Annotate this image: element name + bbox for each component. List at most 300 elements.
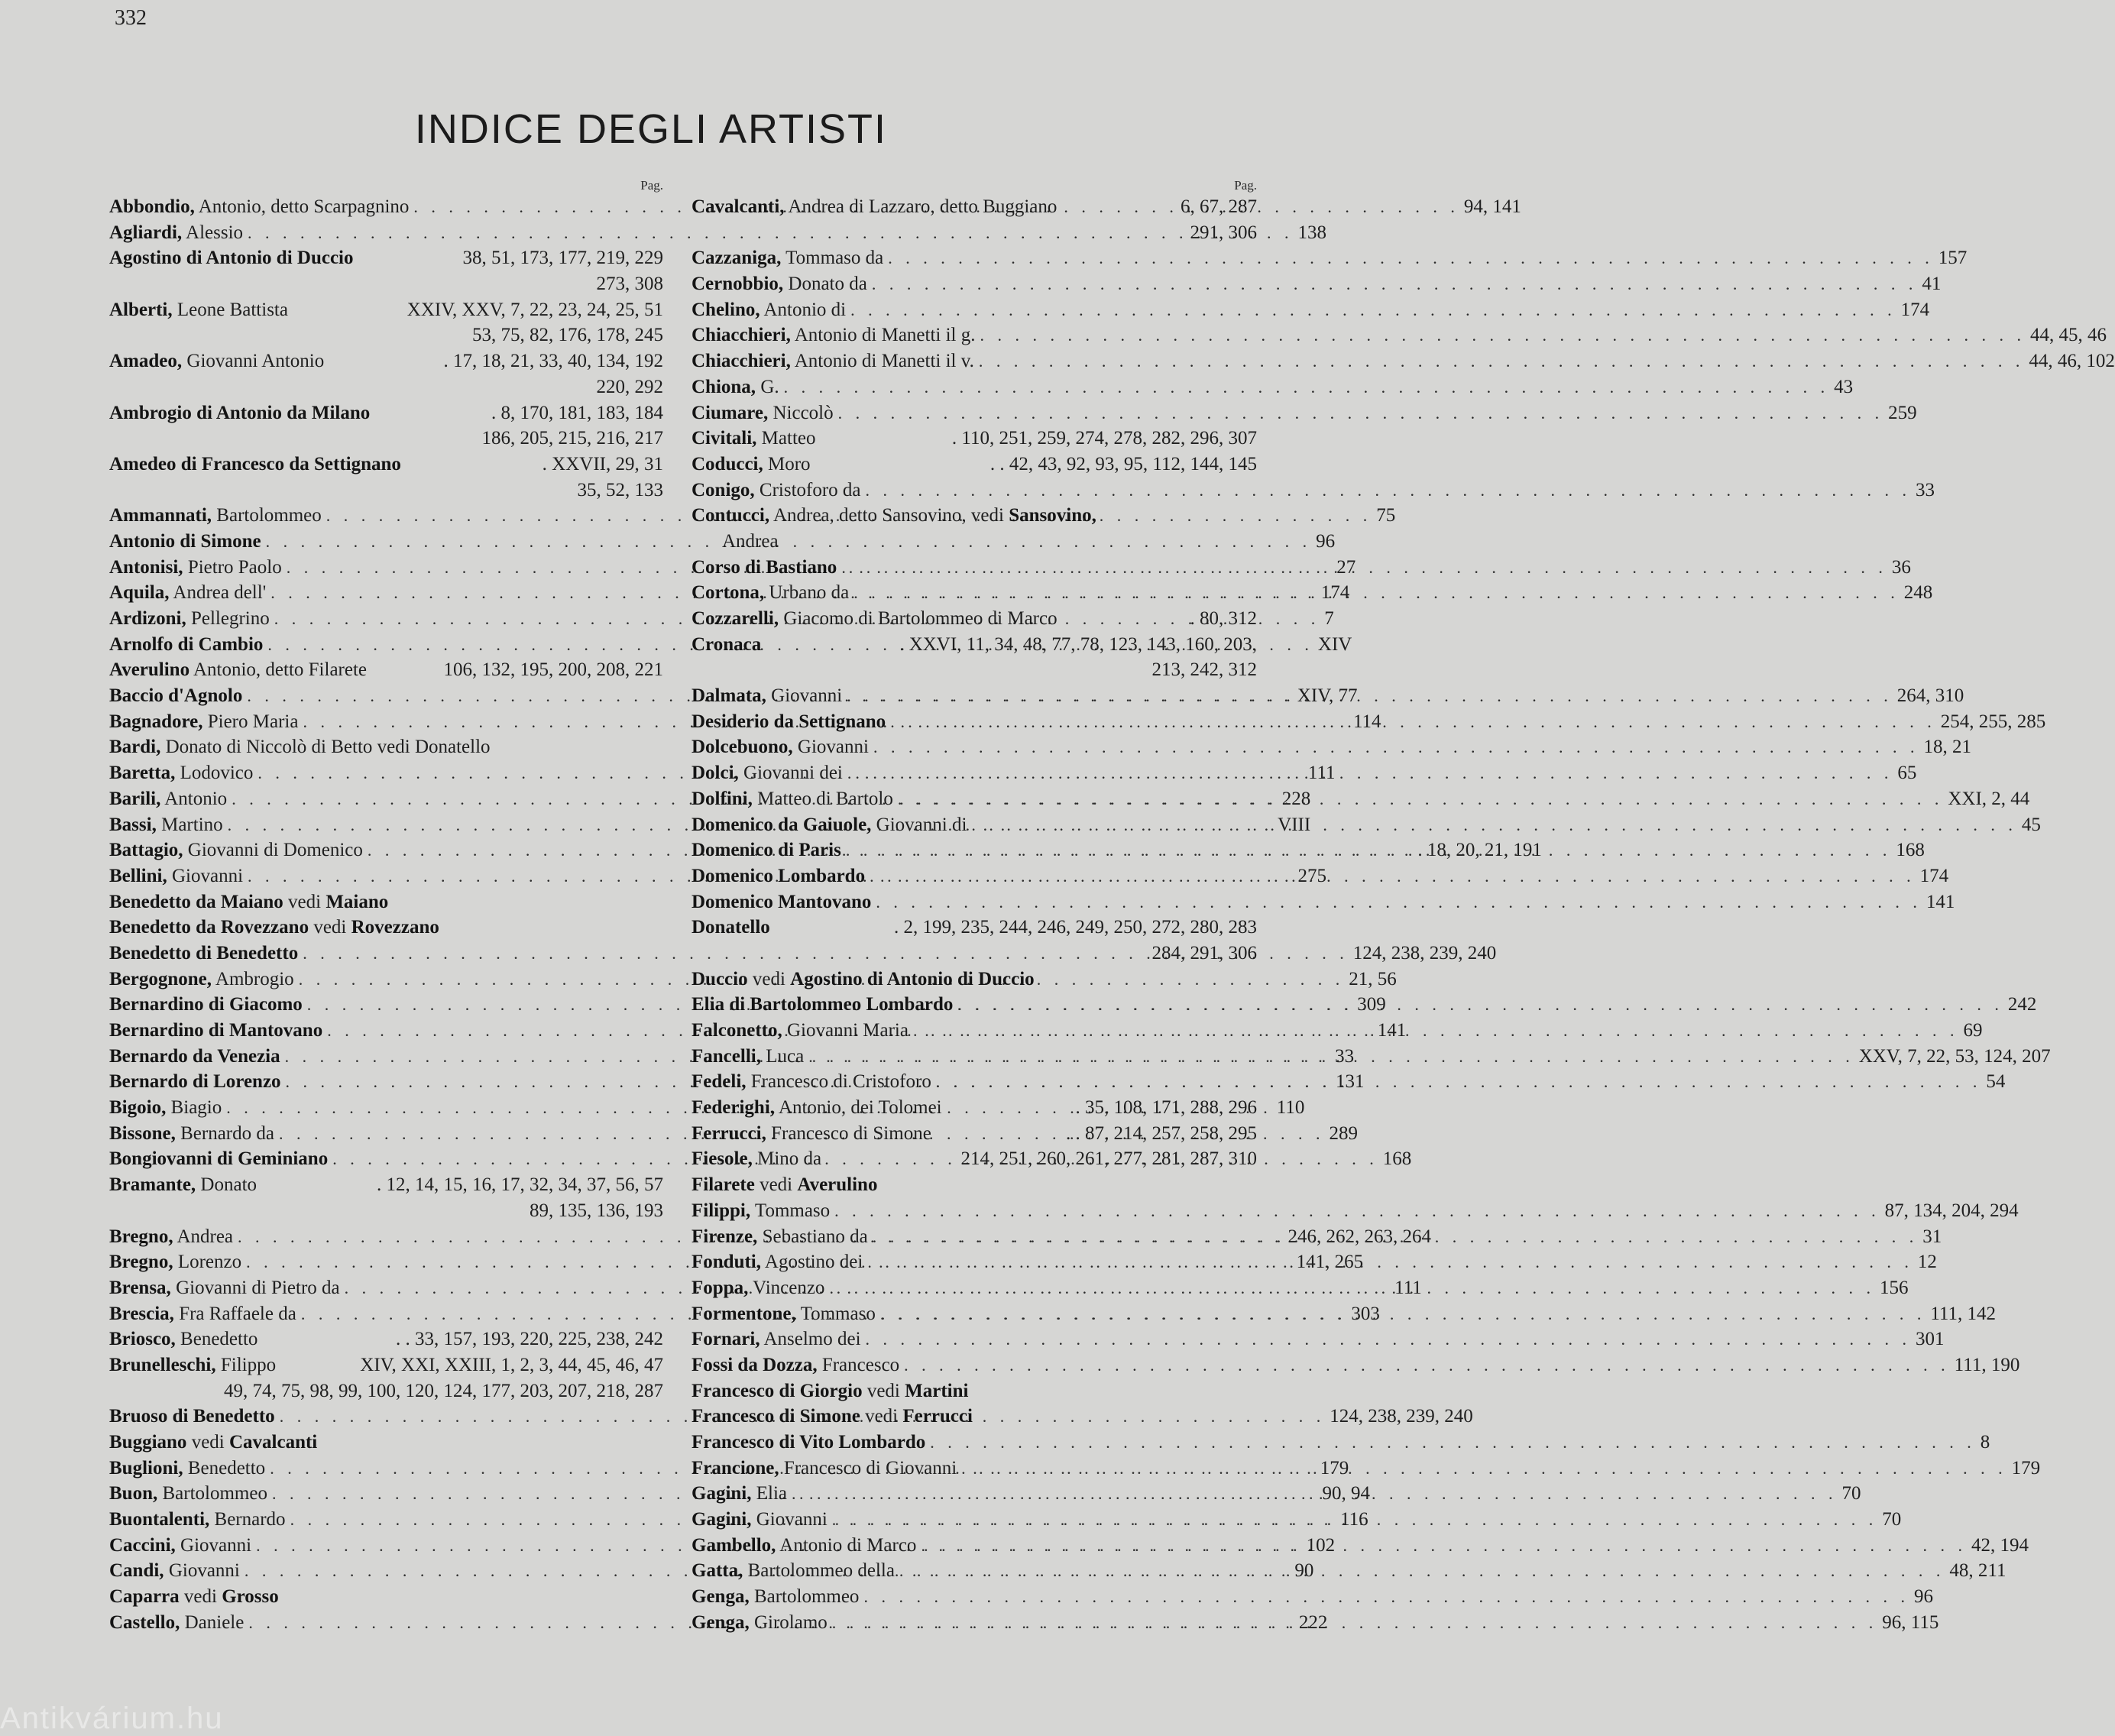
page-refs: 106, 132, 195, 200, 208, 221	[443, 659, 663, 681]
page-refs: 75	[1376, 505, 1396, 526]
artist-name: Bernardo da Venezia	[109, 1045, 280, 1067]
leader-dots	[880, 1301, 1926, 1327]
page-refs: XIV	[1317, 633, 1352, 655]
index-entry	[109, 1326, 663, 1352]
artist-name: Bruoso di Benedetto	[109, 1406, 275, 1427]
index-entry	[692, 271, 1942, 297]
artist-name: Foppa,	[692, 1277, 749, 1298]
page-refs: 114	[1352, 711, 1381, 732]
leader-dots	[866, 478, 1912, 504]
page-refs: 48, 211	[1949, 1560, 2006, 1582]
index-entry	[692, 606, 1257, 632]
index-entry	[692, 1326, 1945, 1352]
artist-name: Ammannati,	[109, 505, 212, 526]
artist-name: Domenico da Gaiuole,	[692, 814, 872, 835]
artist-detail: Ambrogio	[212, 968, 294, 989]
artist-name: Antonio di Simone	[109, 530, 261, 552]
page-refs: XIV, 77	[1297, 685, 1358, 707]
page-refs: . . 87, 214, 257, 258, 295	[1066, 1122, 1257, 1144]
page-refs: . 80, 312	[1190, 608, 1257, 629]
page-refs: 124, 238, 239, 240	[1330, 1406, 1473, 1427]
artist-detail: Giovanni	[164, 1560, 240, 1582]
leader-dots	[866, 1326, 1912, 1352]
artist-name: Fornari,	[692, 1329, 760, 1350]
page-refs: 222	[1298, 1611, 1328, 1633]
leader-dots	[847, 683, 1893, 709]
index-entry	[692, 426, 1257, 452]
index-entry	[692, 1430, 1990, 1456]
artist-name: Baretta,	[109, 763, 176, 784]
artist-name: Antonisi,	[109, 556, 183, 578]
page-refs: 31	[1922, 1226, 1942, 1247]
page-refs: 70	[1841, 1483, 1861, 1504]
page-refs: 242	[2007, 994, 2037, 1015]
leader-dots	[834, 1198, 1880, 1224]
leader-dots	[808, 1044, 1854, 1070]
index-entry	[692, 1172, 1257, 1198]
leader-dots	[957, 992, 2003, 1018]
index-entry	[692, 1146, 1257, 1172]
page-refs: 179	[2011, 1457, 2041, 1479]
artist-name: Fedeli,	[692, 1071, 747, 1093]
page-refs: 309	[1357, 994, 1386, 1015]
artist-name: Francesco di Simone	[692, 1406, 860, 1427]
artist-name: Duccio	[692, 968, 748, 989]
artist-name: Chelino,	[692, 299, 760, 320]
artist-name: Ciumare,	[692, 402, 769, 423]
artist-name: Donatello	[692, 917, 770, 938]
artist-name: Bregno,	[109, 1226, 173, 1247]
artist-name: Fancelli,	[692, 1045, 761, 1067]
artist-name: Coducci,	[692, 453, 763, 474]
artist-name: Bernardo di Lorenzo	[109, 1071, 281, 1093]
artist-detail: Agostino dei	[761, 1252, 863, 1273]
artist-detail: vedi	[862, 1380, 905, 1401]
page-refs: 174	[1320, 582, 1350, 604]
artist-name: Bernardino di Mantovano	[109, 1020, 323, 1041]
artist-name: Francesco di Giorgio	[692, 1380, 863, 1401]
artist-detail: Francesco	[817, 1354, 900, 1375]
artist-detail: Bartolommeo	[157, 1483, 267, 1504]
index-entry	[109, 1430, 663, 1456]
artist-detail: Matteo	[756, 428, 816, 449]
cross-reference: Grosso	[222, 1586, 279, 1608]
artist-name: Chiacchieri,	[692, 351, 791, 372]
artist-name: Bramante,	[109, 1174, 196, 1196]
page-refs: 157	[1938, 248, 1968, 269]
artist-name: Domenico Mantovano	[692, 891, 872, 912]
page-refs: 168	[1896, 840, 1925, 861]
page-refs-continued: 89, 135, 136, 193	[530, 1200, 663, 1221]
artist-name: Caparra	[109, 1586, 180, 1608]
leader-dots	[921, 1533, 1967, 1559]
page-refs: XXI, 2, 44	[1948, 788, 2030, 809]
artist-name: Gambello,	[692, 1534, 776, 1556]
page-refs: . . 33, 157, 193, 220, 225, 238, 242	[396, 1329, 663, 1350]
page-refs: . 2, 199, 235, 244, 246, 249, 250, 272, 280, 283	[894, 917, 1257, 938]
index-entry	[692, 1584, 1933, 1610]
artist-name: Buggiano	[109, 1432, 187, 1453]
artist-name: Aquila,	[109, 582, 170, 604]
artist-detail: Andrea di Lazzaro, detto Buggiano	[784, 196, 1058, 217]
page-refs-continued: 53, 75, 82, 176, 178, 245	[472, 325, 663, 346]
page-refs: . 8, 170, 181, 183, 184	[491, 402, 663, 423]
artist-name: Buontalenti,	[109, 1509, 210, 1530]
cross-reference: Martini	[905, 1380, 969, 1401]
artist-name: Bigoio,	[109, 1097, 167, 1119]
page-refs: 7	[1324, 608, 1334, 629]
artist-name: Genga,	[692, 1586, 750, 1608]
artist-detail: Matteo di Bartolo	[752, 788, 893, 809]
artist-name: Desiderio da Settignano	[692, 711, 886, 732]
artist-name: Fossi da Dozza,	[692, 1354, 818, 1375]
artist-detail: Francesco di Cristoforo	[746, 1071, 931, 1093]
artist-name: Cernobbio,	[692, 274, 784, 295]
entry-continuation: Andrea	[722, 530, 779, 552]
artist-name: Francesco di Vito Lombardo	[692, 1432, 926, 1453]
artist-name: Cozzarelli,	[692, 608, 779, 629]
artist-detail: Bartolommeo	[749, 1586, 860, 1608]
index-entry	[109, 348, 663, 400]
page-refs: XXIV, XXV, 7, 22, 23, 24, 25, 51	[406, 299, 663, 320]
leader-dots	[890, 709, 1936, 735]
artist-detail: vedi	[747, 968, 791, 989]
artist-detail: Anselmo dei	[760, 1329, 861, 1350]
page-refs: XXV, 7, 22, 53, 124, 207	[1858, 1045, 2051, 1067]
leader-dots	[904, 1352, 1950, 1378]
index-entry	[692, 1352, 2020, 1378]
artist-name: Bagnadore,	[109, 711, 203, 732]
page-refs: 96	[1316, 530, 1336, 552]
artist-detail: Donato da	[783, 274, 867, 295]
page-refs: 87, 134, 204, 294	[1884, 1200, 2019, 1221]
page-refs: 43	[1834, 376, 1854, 397]
artist-detail: Francesco di Simone	[766, 1122, 931, 1144]
pag-label: Pag.	[640, 178, 663, 193]
leader-dots	[867, 1249, 1913, 1275]
index-entry	[692, 452, 1257, 478]
artist-detail: Elia	[751, 1483, 788, 1504]
page-refs-continued: 291, 306	[1190, 222, 1257, 243]
page-refs: XIV, XXI, XXIII, 1, 2, 3, 44, 45, 46, 47	[360, 1354, 663, 1375]
artist-name: Federighi,	[692, 1097, 776, 1119]
index-entry	[692, 478, 1935, 504]
artist-detail: Lorenzo	[173, 1252, 242, 1273]
page-refs-continued: 284, 291, 306	[1151, 942, 1257, 964]
artist-detail: Niccolò	[768, 402, 834, 423]
leader-dots	[832, 1507, 1878, 1533]
artist-name: Brensa,	[109, 1277, 171, 1298]
artist-name: Conigo,	[692, 479, 755, 500]
page-refs: 45	[2021, 814, 2041, 835]
leader-dots	[936, 1069, 1982, 1095]
artist-detail: Giovanni	[175, 1534, 252, 1556]
artist-detail: Bartolommeo della	[743, 1560, 895, 1582]
page-refs: 18, 21	[1923, 737, 1971, 758]
page-refs: 44, 46, 102	[2029, 351, 2115, 372]
cross-reference: Cavalcanti	[228, 1432, 318, 1453]
artist-detail: Cristoforo da	[754, 479, 861, 500]
page-refs: 301	[1916, 1329, 1945, 1350]
page-refs: 8	[1980, 1432, 1990, 1453]
artist-detail: Benedetto	[183, 1457, 266, 1479]
artist-name: Battagio,	[109, 840, 183, 861]
index-entry	[109, 452, 663, 503]
page-refs: 65	[1897, 763, 1917, 784]
artist-detail: vedi	[283, 891, 326, 912]
artist-name: Elia di Bartolommeo Lombardo	[692, 994, 954, 1015]
artist-name: Formentone,	[692, 1303, 796, 1324]
leader-dots	[870, 863, 1916, 889]
artist-detail: Alessio	[182, 222, 244, 243]
artist-detail: Bernardo	[209, 1509, 286, 1530]
artist-name: Ferrucci,	[692, 1122, 766, 1144]
artist-detail: Antonio, detto Scarpagnino	[194, 196, 410, 217]
page-refs: 174	[1919, 865, 1949, 886]
page-refs: 44, 45, 46	[2030, 325, 2107, 346]
page-refs: 33	[1335, 1045, 1355, 1067]
artist-name: Brunelleschi,	[109, 1354, 216, 1375]
artist-detail: Mino da	[752, 1148, 822, 1170]
page-refs: 254, 255, 285	[1940, 711, 2046, 732]
page-refs: 275	[1297, 865, 1327, 886]
artist-detail: Urbano da	[764, 582, 850, 604]
leader-dots	[832, 1610, 1878, 1636]
page-refs: 141	[1926, 891, 1955, 912]
cross-reference: Maiano	[326, 891, 389, 912]
cross-reference: Rovezzano	[351, 917, 439, 938]
page-refs: 138	[1297, 222, 1327, 243]
artist-name: Genga,	[692, 1611, 750, 1633]
artist-name: Dolci,	[692, 763, 739, 784]
artist-detail: Giovanni Maria	[782, 1020, 909, 1041]
page-refs: 42, 194	[1971, 1534, 2029, 1556]
artist-detail: Vincenzo	[748, 1277, 825, 1298]
page-refs: 41	[1922, 274, 1942, 295]
artist-detail: Giovanni Antonio	[182, 351, 325, 372]
index-entry	[692, 915, 1257, 966]
leader-dots	[872, 271, 1918, 297]
artist-detail: Antonio di	[760, 299, 847, 320]
leader-dots	[792, 1481, 1838, 1507]
artist-detail: G.	[756, 376, 779, 397]
page-refs: . 18, 20, 21, 191	[1417, 840, 1542, 861]
page-refs: 174	[1900, 299, 1930, 320]
artist-detail: Pellegrino	[186, 608, 270, 629]
leader-dots	[899, 1558, 1945, 1584]
page-refs: 70	[1882, 1509, 1902, 1530]
artist-name: Amadeo,	[109, 351, 183, 372]
page-refs: . . 42, 43, 92, 93, 95, 112, 144, 145	[989, 453, 1257, 474]
artist-detail: Antonio	[160, 788, 228, 809]
leader-dots	[873, 734, 1919, 760]
page-refs-continued: 186, 205, 215, 216, 217	[481, 428, 663, 449]
index-entry	[692, 632, 1257, 683]
artist-detail: Bartolommeo	[212, 505, 322, 526]
artist-detail: Giacomo di Bartolommeo di Marco	[779, 608, 1058, 629]
artist-name: Fonduti,	[692, 1252, 762, 1273]
page-refs: 96	[1913, 1586, 1933, 1608]
artist-detail: Sebastiano da	[757, 1226, 868, 1247]
pag-label: Pag.	[1234, 178, 1257, 193]
page-refs: VIII	[1278, 814, 1311, 835]
index-entry	[109, 1584, 663, 1610]
artist-detail: vedi	[179, 1586, 222, 1608]
artist-detail: Andrea, detto Sansovino, vedi	[769, 505, 1009, 526]
artist-name: Domenico di Paris	[692, 840, 841, 861]
leader-dots	[930, 1430, 1976, 1456]
artist-detail: Tommaso da	[781, 248, 884, 269]
artist-detail: Giovanni di Pietro da	[170, 1277, 340, 1298]
page-refs: 21, 56	[1349, 968, 1397, 989]
page-refs-continued: 35, 52, 133	[577, 479, 663, 500]
page-refs: 90, 94	[1322, 1483, 1370, 1504]
page-refs: . 17, 18, 21, 33, 40, 134, 192	[443, 351, 663, 372]
artist-name: Bissone,	[109, 1122, 176, 1144]
leader-dots	[898, 786, 1944, 812]
leader-dots	[888, 245, 1934, 271]
artist-name: Falconetto,	[692, 1020, 782, 1041]
index-entry	[692, 400, 1917, 426]
page-title: INDICE DEGLI ARTISTI	[414, 106, 888, 152]
artist-detail: Piero Maria	[202, 711, 299, 732]
artist-name: Cronaca	[692, 633, 762, 655]
page-refs: 54	[1986, 1071, 2006, 1093]
artist-name: Averulino	[109, 659, 190, 681]
leader-dots	[873, 1224, 1919, 1250]
artist-name: Brescia,	[109, 1303, 174, 1324]
artist-name: Gagini,	[692, 1509, 752, 1530]
page-refs: 111	[1394, 1277, 1422, 1298]
artist-detail: vedi	[186, 1432, 229, 1453]
cross-reference: Ferrucci	[902, 1406, 973, 1427]
index-entry	[692, 1095, 1257, 1121]
artist-name: Cazzaniga,	[692, 248, 782, 269]
artist-detail: Giovanni	[792, 737, 869, 758]
artist-name: Barili,	[109, 788, 161, 809]
page-refs: . XXVII, 29, 31	[542, 453, 663, 474]
index-entry	[692, 1404, 1257, 1430]
page-refs: 96, 115	[1882, 1611, 1939, 1633]
index-entry	[692, 374, 1854, 400]
artist-name: Arnolfo di Cambio	[109, 633, 264, 655]
index-entry	[109, 1352, 663, 1404]
leader-dots	[913, 1018, 1959, 1044]
index-entry	[109, 657, 663, 683]
leader-dots	[846, 837, 1892, 863]
artist-detail: Giovanni dei	[738, 763, 843, 784]
artist-name: Dolfini,	[692, 788, 753, 809]
artist-name: Corso di Bastiano	[692, 556, 837, 578]
page-refs: 303	[1351, 1303, 1380, 1324]
artist-name: Dolcebuono,	[692, 737, 793, 758]
leader-dots	[838, 400, 1884, 426]
artist-name: Francione,	[692, 1457, 779, 1479]
page-refs: 6, 67, 287	[1181, 196, 1257, 217]
artist-name: Buon,	[109, 1483, 158, 1504]
index-entry	[109, 297, 663, 348]
artist-name: Baccio d'Agnolo	[109, 685, 243, 707]
leader-dots	[841, 555, 1887, 581]
artist-name: Bernardino di Giacomo	[109, 994, 303, 1015]
artist-detail: vedi	[860, 1406, 903, 1427]
index-entry	[692, 503, 1257, 554]
cross-reference: Averulino	[797, 1174, 878, 1196]
watermark: Antikvárium.hu	[0, 1702, 224, 1735]
artist-name: Amedeo di Francesco da Settignano	[109, 453, 401, 474]
page-refs: 248	[1903, 582, 1933, 604]
leader-dots	[847, 760, 1893, 786]
page-refs: 141	[1377, 1020, 1407, 1041]
artist-detail: Giovanni di	[871, 814, 967, 835]
artist-detail: vedi	[754, 1174, 798, 1196]
page-refs: 246, 262, 263, 264	[1287, 1226, 1432, 1247]
index-entry	[109, 734, 663, 760]
index-entry	[692, 1456, 2041, 1482]
page-refs: 179	[1320, 1457, 1349, 1479]
leader-dots	[829, 1275, 1875, 1301]
page-refs: 110	[1276, 1097, 1305, 1119]
artist-detail: Antonio di Marco	[776, 1534, 917, 1556]
leader-dots	[850, 297, 1896, 323]
index-entry	[109, 915, 663, 941]
artist-name: Chiacchieri,	[692, 325, 791, 346]
index-entry	[692, 297, 1930, 323]
artist-name: Candi,	[109, 1560, 164, 1582]
page-refs: 111	[1307, 763, 1336, 784]
leader-dots	[961, 1456, 2007, 1482]
page-refs: 156	[1879, 1277, 1909, 1298]
artist-detail: Antonio di Manetti il v.	[790, 351, 974, 372]
artist-name: Agostino di Antonio di Duccio	[109, 248, 354, 269]
index-entry	[692, 194, 1257, 245]
artist-name: Briosco,	[109, 1329, 176, 1350]
artist-name: Cavalcanti,	[692, 196, 785, 217]
artist-detail: Tommaso	[750, 1200, 831, 1221]
page-refs: 102	[1306, 1534, 1336, 1556]
page-refs: 111, 142	[1930, 1303, 1996, 1324]
page-refs: 214, 251, 260, 261, 277, 281, 287, 310	[960, 1148, 1257, 1170]
artist-name: Civitali,	[692, 428, 757, 449]
index-entry	[109, 889, 663, 915]
leader-dots	[979, 348, 2025, 374]
artist-name: Bregno,	[109, 1252, 173, 1273]
page-refs: 111, 190	[1954, 1354, 2020, 1375]
page-number: 332	[115, 6, 147, 30]
page-refs: . 35, 108, 171, 288, 296	[1075, 1097, 1257, 1119]
page-refs: 69	[1963, 1020, 1983, 1041]
artist-name: Benedetto di Benedetto	[109, 942, 299, 964]
index-entry	[692, 1198, 2019, 1224]
artist-name: Cortona,	[692, 582, 765, 604]
page-refs: 116	[1340, 1509, 1368, 1530]
artist-name: Bongiovanni di Geminiano	[109, 1148, 329, 1170]
page-refs: 141, 265	[1296, 1252, 1364, 1273]
artist-name: Abbondio,	[109, 196, 195, 217]
artist-detail: Luca	[760, 1045, 805, 1067]
leader-dots	[980, 322, 2026, 348]
artist-name: Agliardi,	[109, 222, 183, 243]
artist-detail: Bernardo da	[175, 1122, 274, 1144]
cross-reference: Sansovino,	[1009, 505, 1096, 526]
artist-name: Buglioni,	[109, 1457, 183, 1479]
artist-name: Filippi,	[692, 1200, 751, 1221]
artist-detail: Giovanni di Domenico	[183, 840, 363, 861]
page-refs: 228	[1281, 788, 1311, 809]
artist-name: Ambrogio di Antonio da Milano	[109, 402, 371, 423]
leader-dots	[784, 374, 1830, 400]
artist-name: Firenze,	[692, 1226, 758, 1247]
